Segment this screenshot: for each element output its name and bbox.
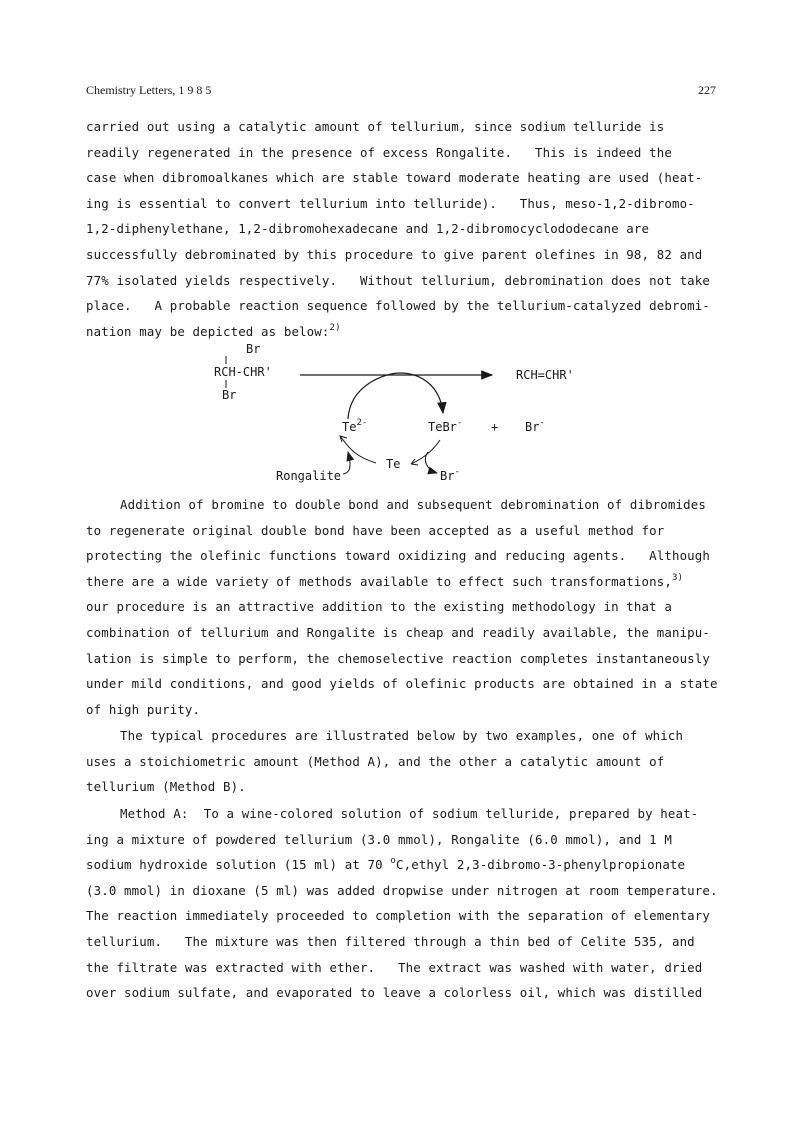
reference-superscript: 2) [329, 322, 341, 333]
text-line: 1,2-diphenylethane, 1,2-dibromohexadecane and 1,2-dibromocyclododecane are [86, 221, 650, 237]
tellurium-element: Te [386, 457, 401, 471]
reactant-br-top: Br [246, 342, 261, 356]
br-release-arrow [425, 452, 437, 473]
scheme-arrows [200, 340, 620, 490]
text-line: place. A probable reaction sequence followed by the tellurium-catalyzed debromi- [86, 298, 711, 314]
journal-title: Chemistry Letters, 1 9 8 5 [86, 83, 212, 97]
text-line: Addition of bromine to double bond and subsequent debromination of dibromides [120, 497, 706, 512]
text-line: protecting the olefinic functions toward oxidizing and reducing agents. Although [86, 548, 711, 564]
text-line: The reaction immediately proceeded to completion with the separation of elementary [86, 908, 711, 924]
text-line: successfully debrominated by this procedure to give parent olefines in 98, 82 and [86, 246, 703, 262]
te2-symbol: Te [342, 420, 357, 434]
reference-superscript: 3) [671, 572, 684, 583]
catalytic-arc-arrow [348, 373, 443, 419]
text-line: Method A: To a wine-colored solution of sodium telluride, prepared by heat- [120, 806, 699, 821]
reactant-formula: RCH-CHR' [214, 365, 272, 379]
br-out-symbol: Br [440, 469, 455, 483]
tebr-charge: - [456, 418, 463, 428]
rongalite-arrow [343, 452, 350, 474]
te-to-te2-line [340, 436, 376, 463]
text-line: uses a stoichiometric amount (Method A), and the other a catalytic amount of [86, 753, 665, 769]
text-line: 77% isolated yields respectively. Without tellurium, debromination does not take [86, 272, 711, 288]
page-number: 227 [698, 83, 716, 97]
paragraph-2 [86, 492, 726, 722]
plus-sign: + [491, 420, 499, 434]
br-charge: - [539, 418, 545, 428]
reaction-scheme [200, 340, 620, 490]
text-line [86, 569, 726, 595]
text-line: ing a mixture of powdered tellurium (3.0 mmol), Rongalite (6.0 mmol), and 1 M [86, 831, 672, 847]
reactant-br-bottom: Br [222, 388, 237, 402]
tebr-anion [428, 420, 462, 434]
paragraph-1 [86, 114, 726, 344]
product-formula: RCH=CHR' [516, 368, 574, 382]
paragraph-4 [86, 801, 726, 1006]
text-line: The typical procedures are illustrated below by two examples, one of which [120, 728, 684, 743]
bromide-ion [525, 420, 545, 434]
text-line: over sodium sulfate, and evaporated to leave a colorless oil, which was distilled [86, 985, 703, 1001]
text-line: carried out using a catalytic amount of tellurium, since sodium telluride is [86, 119, 665, 134]
bromide-released [440, 469, 460, 483]
te2-charge: 2- [356, 418, 368, 428]
degree-superscript: o [390, 856, 396, 867]
text-line: case when dibromoalkanes which are stable toward moderate heating are used (heat- [86, 170, 703, 186]
text-line: under mild conditions, and good yields of olefinic products are obtained in a state [86, 676, 718, 692]
text-line: readily regenerated in the presence of excess Rongalite. This is indeed the [86, 144, 672, 160]
text-line: to regenerate original double bond have been accepted as a useful method for [86, 522, 665, 538]
text-line: tellurium. The mixture was then filtered through a thin bed of Celite 535, and [86, 933, 695, 949]
br-out-charge: - [454, 467, 460, 477]
text-line: ing is essential to convert tellurium into telluride). Thus, meso-1,2-dibromo- [86, 195, 695, 211]
rongalite-label: Rongalite [276, 469, 342, 483]
text-line: lation is simple to perform, the chemoselective reaction completes instantaneously [86, 650, 711, 666]
text-line: our procedure is an attractive addition to the existing methodology in that a [86, 599, 672, 615]
tebr-symbol: TeBr [428, 420, 457, 434]
telluride-ion [342, 420, 367, 434]
text-line: tellurium (Method B). [86, 779, 246, 795]
text-line: combination of tellurium and Rongalite is cheap and readily available, the manipu- [86, 624, 711, 640]
text-line: (3.0 mmol) in dioxane (5 ml) was added dropwise under nitrogen at room temperature. [86, 882, 718, 898]
text-segment: nation may be depicted as below: [86, 323, 330, 339]
br-symbol: Br [525, 420, 540, 434]
text-line [86, 852, 726, 878]
text-line: of high purity. [86, 701, 201, 717]
text-line: the filtrate was extracted with ether. The extract was washed with water, dried [86, 959, 703, 975]
text-segment: sodium hydroxide solution (15 ml) at 70 [86, 857, 391, 873]
text-segment: there are a wide variety of methods available to effect such transformations, [86, 573, 672, 589]
text-segment: C,ethyl 2,3-dibromo-3-phenylpropionate [395, 857, 686, 873]
paragraph-3 [86, 723, 726, 800]
